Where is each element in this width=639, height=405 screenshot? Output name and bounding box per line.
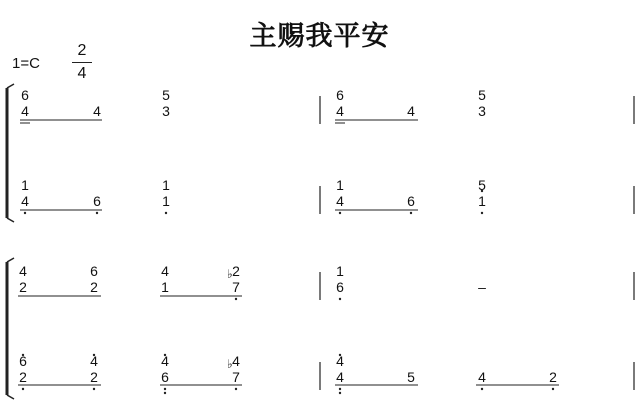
lower-note: 4 xyxy=(21,193,29,209)
upper-note: 4 xyxy=(232,353,240,369)
upper-note: 4 xyxy=(161,263,169,279)
upper-note: 1 xyxy=(162,177,170,193)
upper-note: 5 xyxy=(478,87,486,103)
octave-dot xyxy=(164,392,166,394)
octave-dot xyxy=(96,212,98,214)
lower-note: 1 xyxy=(478,193,486,209)
octave-dot xyxy=(481,388,483,390)
upper-note: 1 xyxy=(336,263,344,279)
lower-note: 6 xyxy=(93,193,101,209)
octave-dot xyxy=(339,212,341,214)
lower-note: 7 xyxy=(232,279,240,295)
upper-note: 6 xyxy=(90,263,98,279)
octave-dot xyxy=(481,212,483,214)
upper-note: 4 xyxy=(336,353,344,369)
lower-note: 4 xyxy=(336,193,344,209)
lower-note: 4 xyxy=(336,103,344,119)
octave-dot xyxy=(235,388,237,390)
lower-note: 7 xyxy=(232,369,240,385)
lower-note: 2 xyxy=(90,369,98,385)
lower-note: 6 xyxy=(407,193,415,209)
upper-note: 4 xyxy=(161,353,169,369)
octave-dot xyxy=(164,388,166,390)
lower-note: 2 xyxy=(549,369,557,385)
lower-note: – xyxy=(478,279,486,295)
octave-dot xyxy=(24,212,26,214)
upper-note: 6 xyxy=(21,87,29,103)
octave-dot xyxy=(235,298,237,300)
lower-note: 4 xyxy=(21,103,29,119)
system-bracket-hook xyxy=(7,395,14,399)
octave-dot xyxy=(165,212,167,214)
system-bracket-hook xyxy=(7,84,14,88)
octave-dot xyxy=(339,392,341,394)
time-signature-bottom: 4 xyxy=(77,65,87,82)
lower-note: 3 xyxy=(478,103,486,119)
flat-sign: ♭ xyxy=(227,267,233,281)
system-bracket-hook xyxy=(7,258,14,262)
octave-dot xyxy=(552,388,554,390)
flat-sign: ♭ xyxy=(227,357,233,371)
lower-note: 5 xyxy=(407,369,415,385)
octave-dot xyxy=(339,388,341,390)
lower-note: 6 xyxy=(161,369,169,385)
lower-note: 4 xyxy=(336,369,344,385)
lower-note: 2 xyxy=(19,279,27,295)
lower-note: 3 xyxy=(162,103,170,119)
upper-note: 5 xyxy=(162,87,170,103)
lower-note: 4 xyxy=(93,103,101,119)
octave-dot xyxy=(22,388,24,390)
upper-note: 6 xyxy=(336,87,344,103)
octave-dot xyxy=(410,212,412,214)
time-signature-top: 2 xyxy=(77,42,87,59)
lower-note: 1 xyxy=(161,279,169,295)
lower-note: 2 xyxy=(19,369,27,385)
upper-note: 6 xyxy=(19,353,27,369)
key-signature: 1=C xyxy=(12,55,40,72)
octave-dot xyxy=(339,298,341,300)
song-title: 主赐我平安 xyxy=(249,21,390,52)
lower-note: 4 xyxy=(407,103,415,119)
upper-note: 5 xyxy=(478,177,486,193)
upper-note: 4 xyxy=(90,353,98,369)
upper-note: 1 xyxy=(336,177,344,193)
system-bracket-hook xyxy=(7,218,14,222)
upper-note: 1 xyxy=(21,177,29,193)
lower-note: 4 xyxy=(478,369,486,385)
upper-note: 2 xyxy=(232,263,240,279)
upper-note: 4 xyxy=(19,263,27,279)
octave-dot xyxy=(93,388,95,390)
lower-note: 6 xyxy=(336,279,344,295)
lower-note: 1 xyxy=(162,193,170,209)
lower-note: 2 xyxy=(90,279,98,295)
